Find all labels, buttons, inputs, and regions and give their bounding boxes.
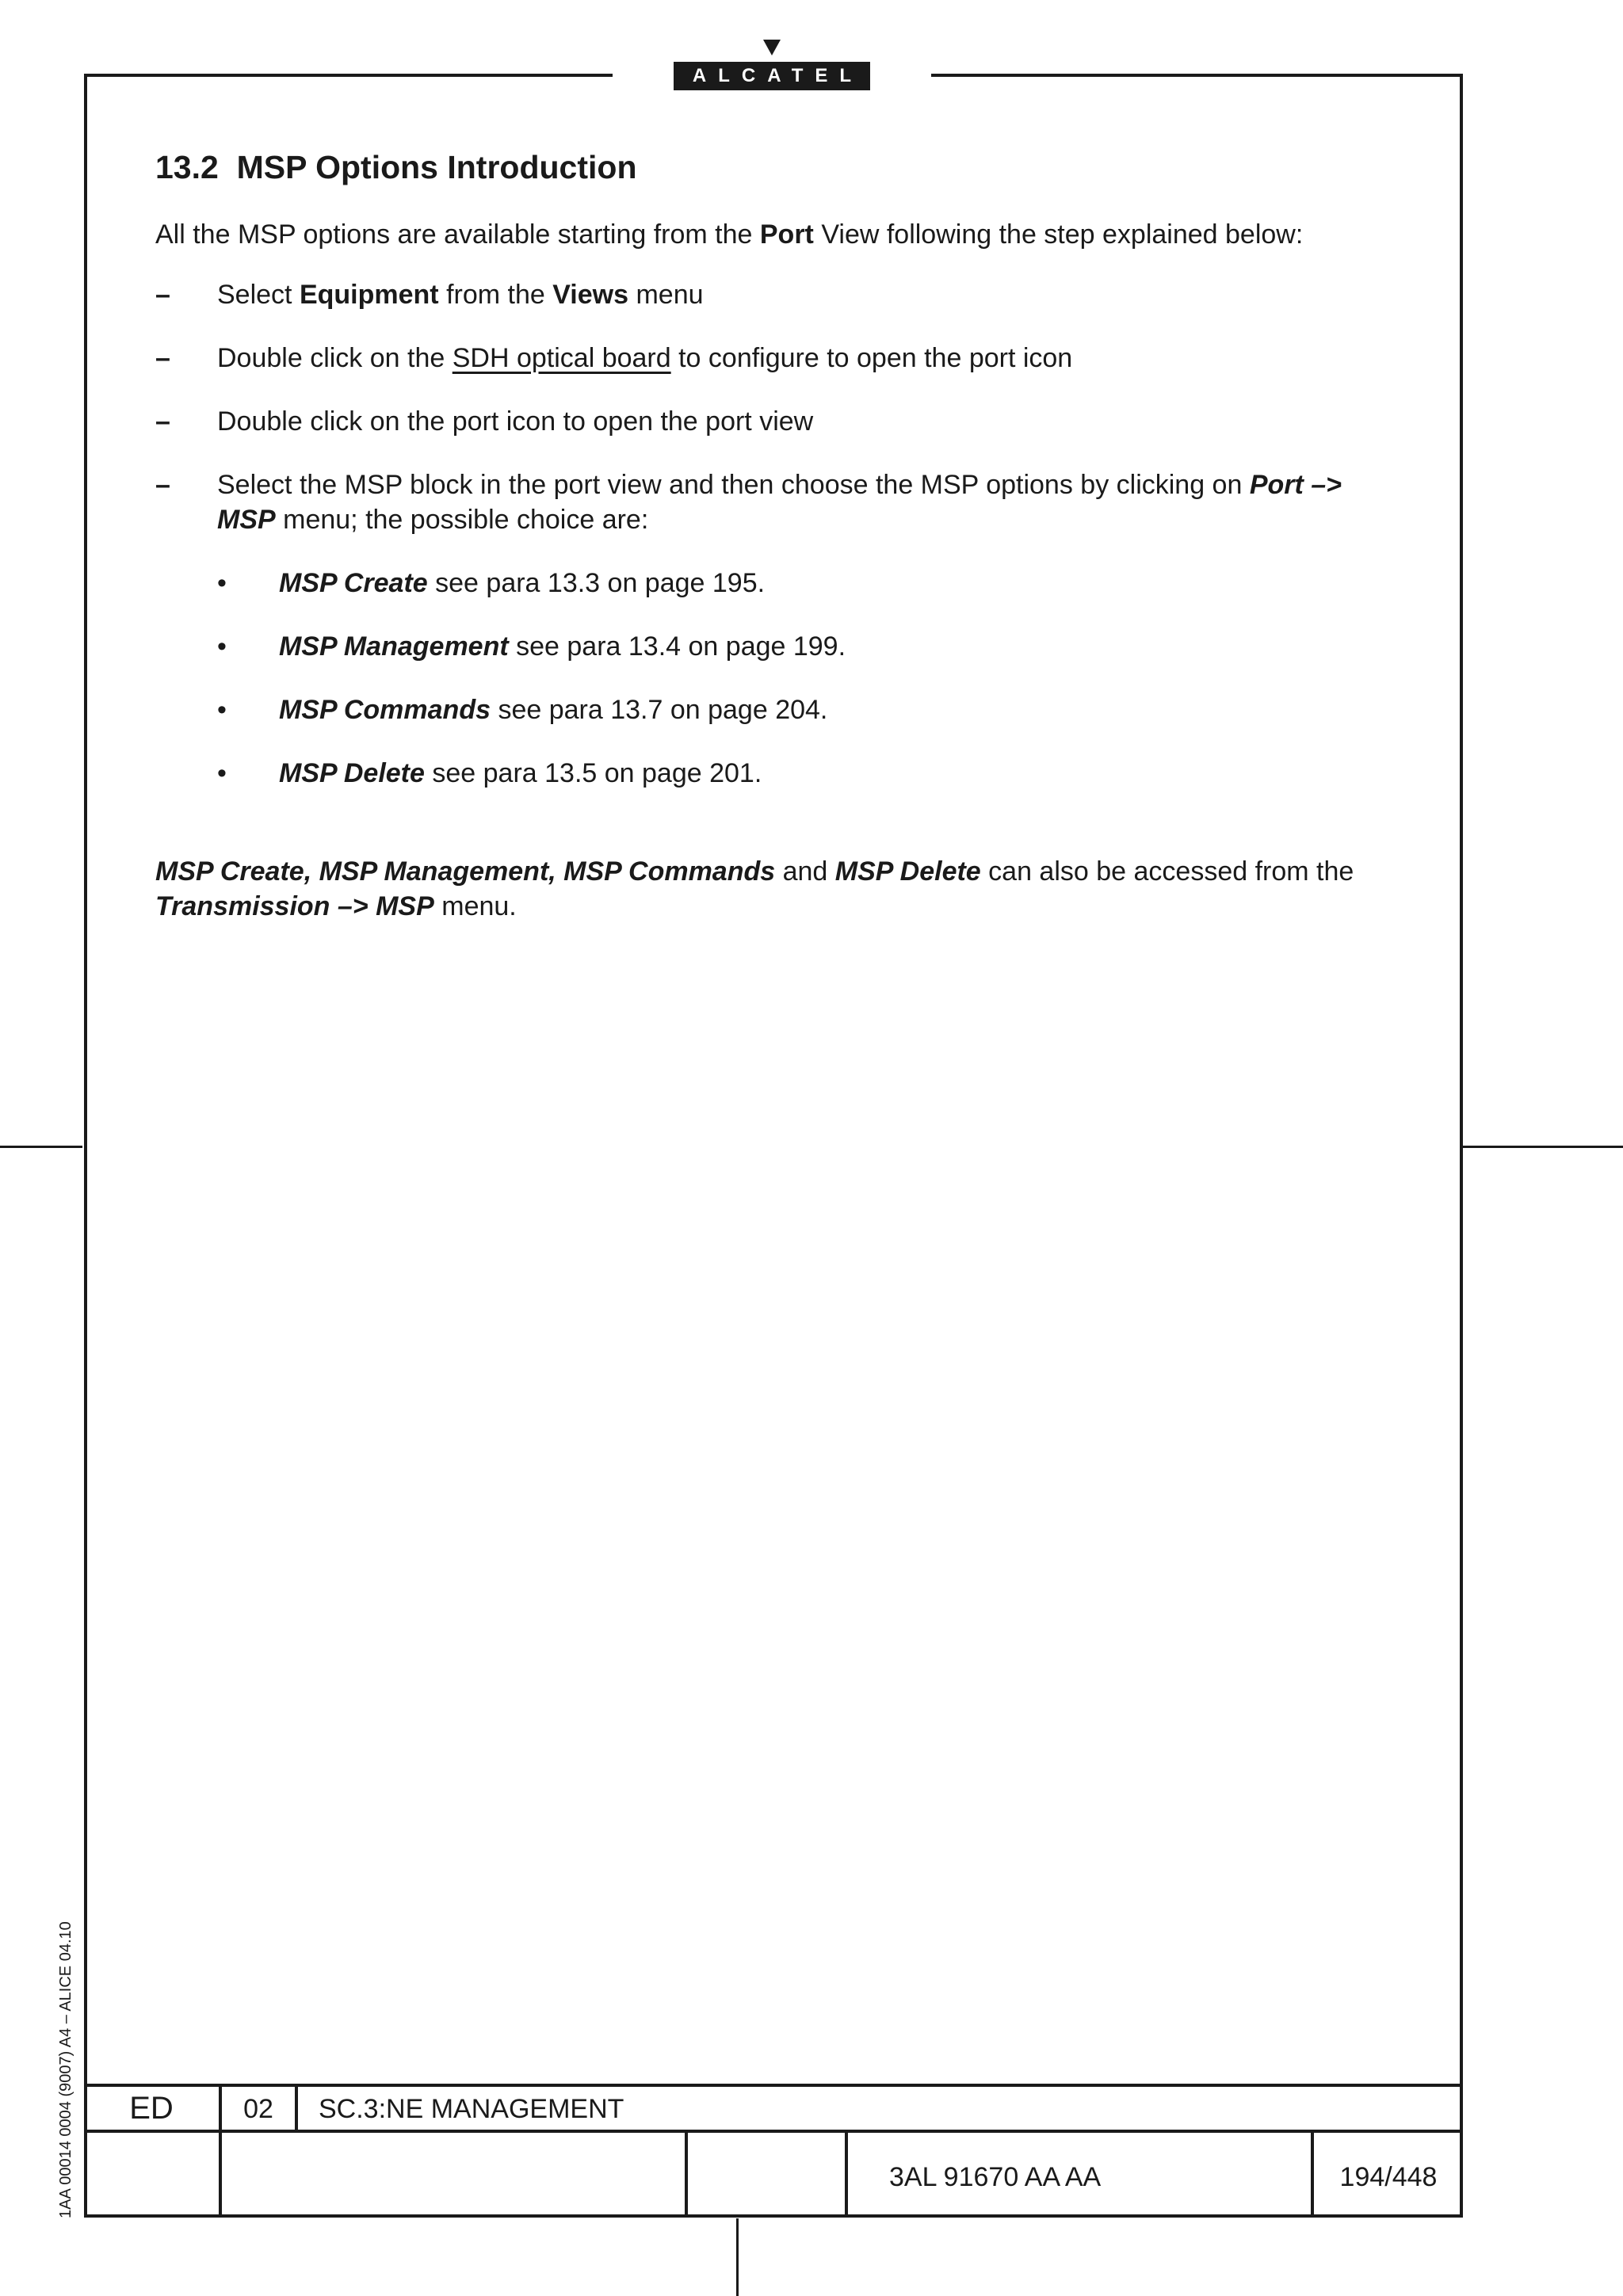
bullet-marker: • xyxy=(217,631,227,662)
note-text: and xyxy=(775,856,835,887)
title-block xyxy=(84,2084,1463,2218)
bullet-marker: • xyxy=(217,695,227,725)
option-ref: see para 13.3 on page 195. xyxy=(427,568,766,598)
option-item xyxy=(217,629,1407,664)
document-code: 3AL 91670 AA AA xyxy=(889,2162,1102,2192)
footer-divider xyxy=(685,2130,688,2218)
steps-list xyxy=(155,277,1407,791)
option-ref: see para 13.4 on page 199. xyxy=(508,631,846,662)
logo-wordmark: ALCATEL xyxy=(674,62,870,90)
options-list xyxy=(217,566,1407,791)
note-bold-italic: MSP Delete xyxy=(834,856,981,887)
section-heading xyxy=(155,143,1407,192)
bullet-marker: • xyxy=(217,568,227,598)
step-text: Select xyxy=(217,280,300,310)
step-text: Double click on the port icon to open the port view xyxy=(217,406,814,437)
page-number: 194/448 xyxy=(1339,2162,1438,2192)
note-text: can also be accessed from the xyxy=(980,856,1354,887)
fold-mark-bottom xyxy=(736,2218,739,2296)
step-bold: Equipment xyxy=(299,280,439,310)
fold-mark-left xyxy=(0,1146,82,1148)
bullet-marker: • xyxy=(217,758,227,788)
option-item xyxy=(217,756,1407,791)
alcatel-logo xyxy=(674,40,870,93)
step-bold: Views xyxy=(552,280,629,310)
section-number: 13.2 xyxy=(155,149,219,185)
option-ref: see para 13.7 on page 204. xyxy=(491,695,828,725)
option-item xyxy=(217,566,1407,601)
note-text: menu. xyxy=(433,891,517,921)
intro-text-1: All the MSP options are available starting from the xyxy=(155,219,760,250)
step-text: from the xyxy=(438,280,553,310)
step-item xyxy=(155,341,1407,376)
intro-paragraph xyxy=(155,214,1407,255)
fold-mark-right xyxy=(1463,1146,1623,1148)
step-text: to configure to open the port icon xyxy=(670,343,1073,373)
step-text: Double click on the xyxy=(217,343,453,373)
step-text: menu xyxy=(628,280,704,310)
note-bold-italic: Transmission –> MSP xyxy=(155,891,434,921)
note-bold-italic: MSP Create, MSP Management, MSP Commands xyxy=(155,856,776,887)
edition-value: 02 xyxy=(243,2094,273,2124)
intro-port: Port xyxy=(759,219,814,250)
form-code: 1AA 00014 0004 (9007) A4 – ALICE 04.10 xyxy=(57,1921,74,2218)
note-paragraph xyxy=(155,854,1407,924)
step-marker: – xyxy=(155,406,170,437)
intro-text-2: View following the step explained below: xyxy=(813,219,1304,250)
step-marker: – xyxy=(155,343,170,373)
option-item xyxy=(217,692,1407,727)
chapter-title: SC.3:NE MANAGEMENT xyxy=(319,2094,624,2124)
footer-divider xyxy=(845,2130,848,2218)
option-name: MSP Create xyxy=(279,568,428,598)
option-name: MSP Commands xyxy=(279,695,491,725)
option-ref: see para 13.5 on page 201. xyxy=(424,758,762,788)
step-marker: – xyxy=(155,280,170,310)
step-underlined: SDH optical board xyxy=(452,343,671,373)
step-bold-italic: Port –> MSP xyxy=(217,470,1342,535)
step-marker: – xyxy=(155,470,170,500)
step-item xyxy=(155,467,1407,791)
edition-label: ED xyxy=(129,2091,174,2126)
footer-divider xyxy=(295,2084,298,2131)
step-text: Select the MSP block in the port view and then choose the MSP options by clicking on xyxy=(217,470,1250,500)
page-content xyxy=(155,143,1407,924)
option-name: MSP Management xyxy=(279,631,509,662)
step-item xyxy=(155,404,1407,439)
option-name: MSP Delete xyxy=(279,758,425,788)
section-title: MSP Options Introduction xyxy=(236,149,637,185)
logo-triangle-icon xyxy=(763,40,781,55)
step-item xyxy=(155,277,1407,312)
step-text: menu; the possible choice are: xyxy=(275,505,649,535)
